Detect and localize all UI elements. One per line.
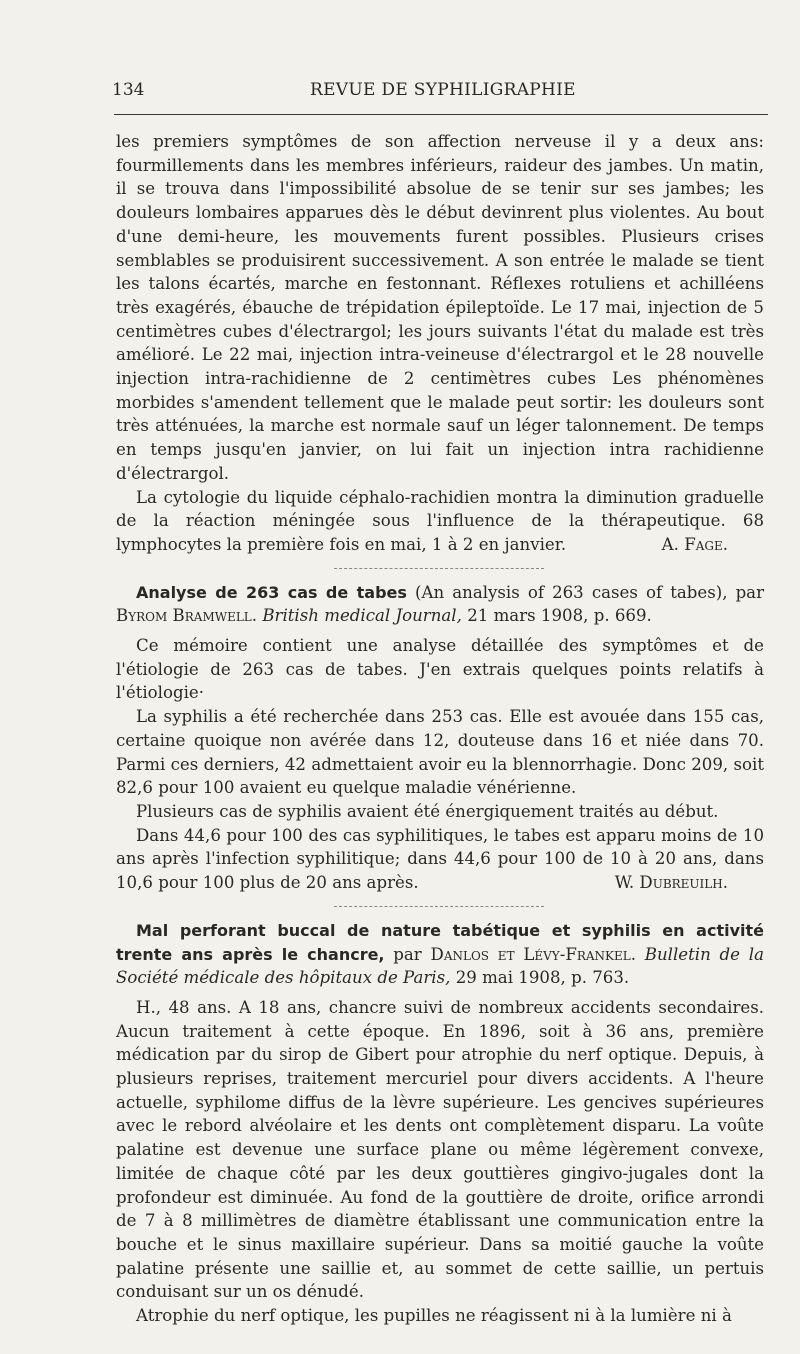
- article1-signature: A. Fage.: [661, 534, 728, 554]
- article2-title: Analyse de 263 cas de tabes: [136, 582, 407, 602]
- article1-paragraph-2: La cytologie du liquide céphalo-rachidien montra la diminution graduelle de la réaction méningée sous l'influence de la thérapeutique. 68 lymphocytes la première fois en mai, 1 à 2 en janvier.: [116, 487, 764, 554]
- header-rule: [114, 114, 768, 115]
- section-divider-2: [334, 906, 544, 907]
- article2-author: Byrom Bramwell.: [116, 606, 258, 626]
- article3-by: par: [393, 944, 422, 964]
- article3-authors: Danlos et Lévy-Frankel.: [430, 944, 637, 964]
- article3-title: Mal perforant buccal de nature tabétique et syphilis en activité trente ans après le chancre,: [116, 920, 764, 964]
- article2-paragraph-2: La syphilis a été recherchée dans 253 cas. Elle est avouée dans 155 cas, certaine quoique non avérée dans 12, douteuse dans 16 et niée dans 70. Parmi ces derniers, 42 admettaient avoir eu la blennorrhagie. Donc 209, soit 82,6 pour 100 avaient eu quelque maladie vénérienne.: [116, 707, 764, 798]
- article2-paragraph-1: Ce mémoire contient une analyse détaillée des symptômes et de l'étiologie de 263 cas de tabes. J'en extrais quelques points relatifs à l'étiologie·: [116, 636, 764, 703]
- running-title: REVUE DE SYPHILIGRAPHIE: [310, 80, 576, 100]
- page-body: [116, 130, 764, 1328]
- page-header: [112, 80, 760, 104]
- article3-paragraph-1: H., 48 ans. A 18 ans, chancre suivi de nombreux accidents secondaires. Aucun traitement à cette époque. En 1896, soit à 36 ans, première médication par du sirop de Gibert pour atrophie du nerf optique. Depuis, à plusieurs reprises, traitement mercuriel pour divers accidents. A l'heure actuelle, syphilome diffus de la lèvre supérieure. Les gencives supérieures avec le rebord alvéolaire et les dents ont complètement disparu. La voûte palatine est devenue une surface plane ou même légèrement convexe, limitée de chaque côté par les deux gouttières gingivo-jugales dont la profondeur est diminuée. Au fond de la gouttière de droite, orifice arrondi de 7 à 8 millimètres de diamètre établissant une communication entre la bouche et le sinus maxillaire supérieur. Dans sa moitié gauche la voûte palatine présente une saillie et, au sommet de cette saillie, un pertuis conduisant sur un os dénudé.: [116, 997, 764, 1302]
- article2-paragraph-3: Plusieurs cas de syphilis avaient été énergiquement traités au début.: [136, 802, 719, 821]
- article2-heading: [116, 581, 764, 628]
- article3-journal: Bulletin de la Société médicale des hôpitaux de Paris,: [116, 944, 764, 988]
- section-divider: [334, 568, 544, 569]
- article2-subtitle: (An analysis of 263 cases of tabes), par: [415, 582, 765, 602]
- article1-paragraph-1: les premiers symptômes de son affection nerveuse il y a deux ans: fourmillements dans les membres inférieurs, raideur des jambes. Un matin, il se trouva dans l'impossibilité absolue de se tenir sur ses jambes; les douleurs lombaires apparues dès le début devinrent plus violentes. Au bout d'une demi-heure, les mouvements furent possibles. Plusieurs crises semblables se produisirent successivement. A son entrée le malade se tient les talons écartés, marche en festonnant. Réflexes rotuliens et achilléens très exagérés, ébauche de trépidation épileptoïde. Le 17 mai, injection de 5 centimètres cubes d'électrargol; les jours suivants l'état du malade est très amélioré. Le 22 mai, injection intra-veineuse d'électrargol et le 28 nouvelle injection intra-rachidienne de 2 centimètres cubes Les phénomènes morbides s'amendent tellement que le malade peut sortir: les douleurs sont très atténuées, la marche est normale sauf un léger talonnement. De temps en temps jusqu'en janvier, on lui fait un injection intra rachidienne d'électrargol.: [116, 132, 764, 483]
- article3-heading: [116, 919, 764, 990]
- article2-signature: W. Dubreuilh.: [614, 873, 728, 893]
- article2-paragraph-4: Dans 44,6 pour 100 des cas syphilitiques, le tabes est apparu moins de 10 ans après l'infection syphilitique; dans 44,6 pour 100 de 10 à 20 ans, dans 10,6 pour 100 plus de 20 ans après.: [116, 825, 764, 893]
- article2-ref: 21 mars 1908, p. 669.: [467, 606, 652, 626]
- page-number: 134: [112, 80, 145, 100]
- article3-paragraph-2: Atrophie du nerf optique, les pupilles ne réagissent ni à la lumière ni à: [136, 1306, 732, 1326]
- article2-journal: British medical Journal,: [262, 606, 462, 626]
- article3-ref: 29 mai 1908, p. 763.: [455, 968, 630, 988]
